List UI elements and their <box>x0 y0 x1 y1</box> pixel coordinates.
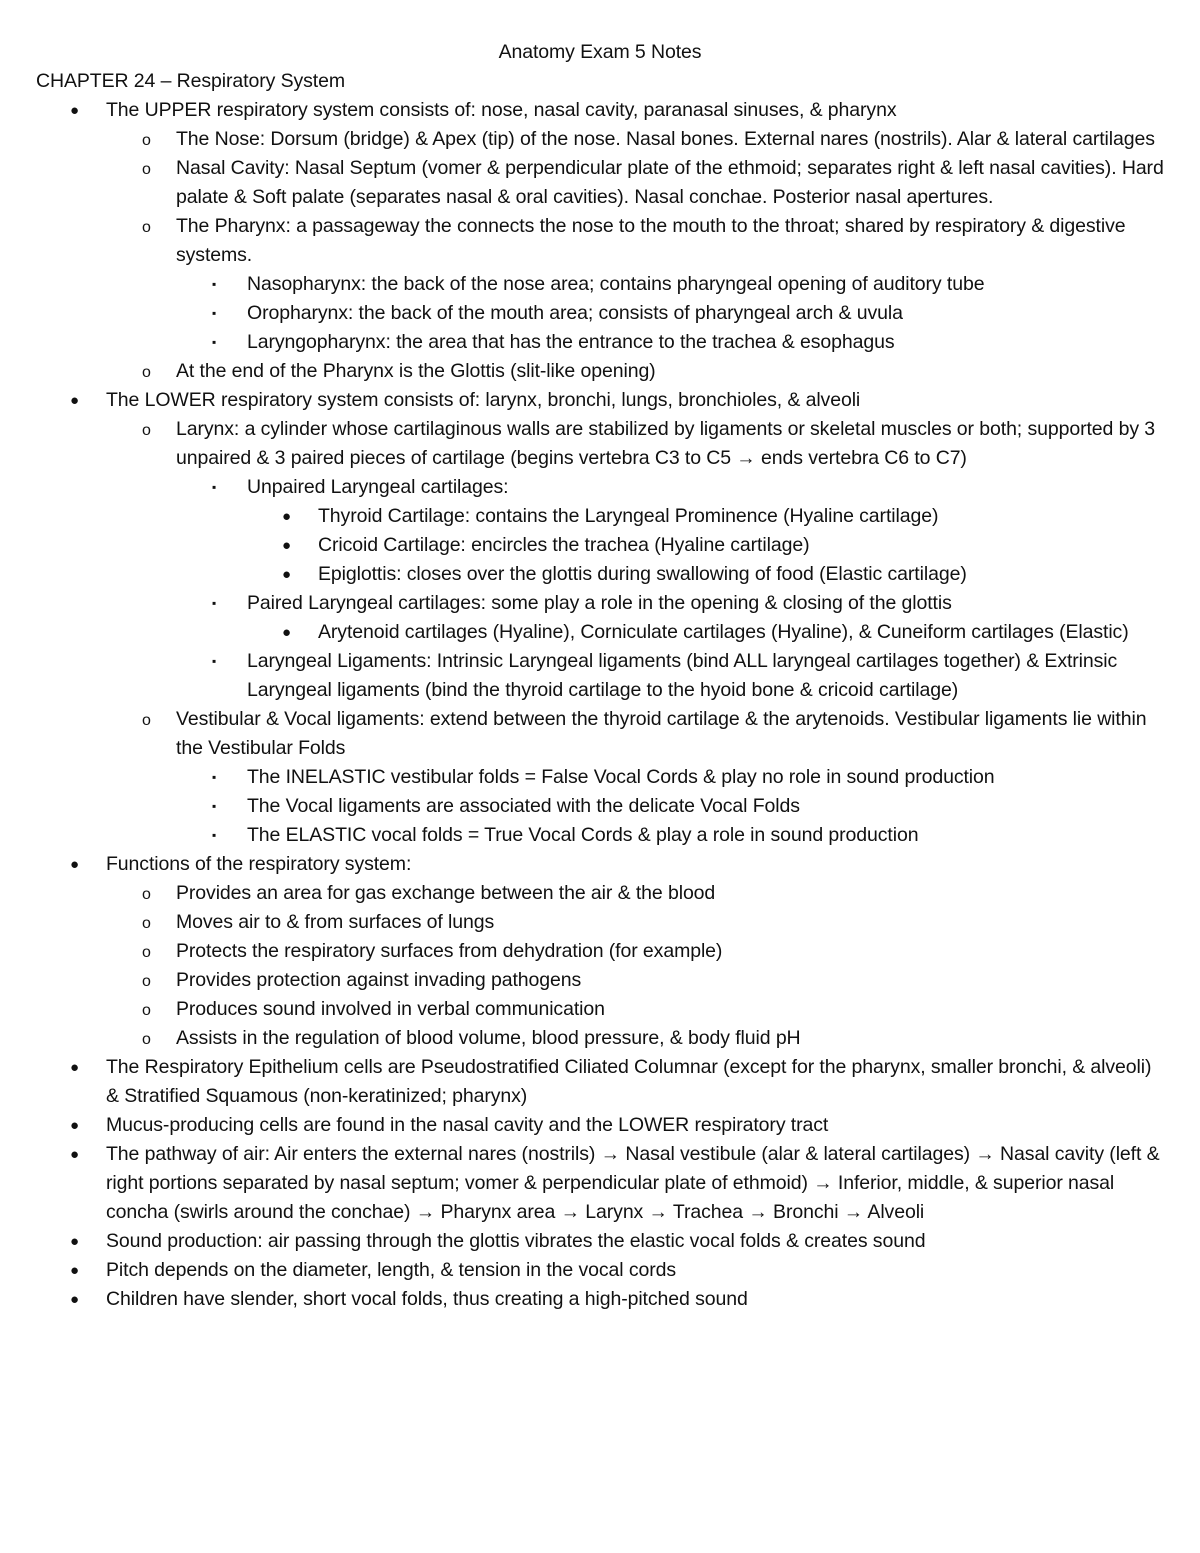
bullet-level-1-icon: ● <box>70 1146 79 1163</box>
list-item-text: Vestibular & Vocal ligaments: extend between the thyroid cartilage & the arytenoids. Vestibular ligaments lie within the Vestibular Folds <box>176 708 1147 759</box>
bullet-level-3-icon: ▪ <box>212 335 217 349</box>
list-item-text: The LOWER respiratory system consists of: larynx, bronchi, lungs, bronchioles, & alveoli <box>106 389 861 411</box>
bullet-level-1-icon: ● <box>70 1117 79 1134</box>
list-item <box>0 357 1200 386</box>
list-item <box>0 879 1200 908</box>
list-item-text: Larynx: a cylinder whose cartilaginous walls are stabilized by ligaments or skeletal muscles or both; supported by 3 unpaired & 3 paired pieces of cartilage (begins vertebra C3 to C5 → ends vertebra C6 to C7) <box>176 418 1156 469</box>
bullet-level-1-icon: ● <box>70 392 79 409</box>
list-item-text: Arytenoid cartilages (Hyaline), Corniculate cartilages (Hyaline), & Cuneiform cartilages (Elastic) <box>318 621 1129 643</box>
list-item-text: Assists in the regulation of blood volume, blood pressure, & body fluid pH <box>176 1027 801 1049</box>
bullet-level-2-icon: o <box>142 161 151 178</box>
list-item <box>0 1111 1200 1140</box>
bullet-level-3-icon: ▪ <box>212 654 217 668</box>
list-item <box>0 995 1200 1024</box>
bullet-level-1-icon: ● <box>70 1291 79 1308</box>
bullet-level-3-icon: ▪ <box>212 277 217 291</box>
list-item <box>0 1285 1200 1314</box>
list-item <box>0 1024 1200 1053</box>
list-item <box>0 386 1200 415</box>
list-item <box>0 589 1200 618</box>
bullet-level-2-icon: o <box>142 1031 151 1048</box>
list-item-text: Paired Laryngeal cartilages: some play a role in the opening & closing of the glottis <box>247 592 952 614</box>
list-item <box>0 792 1200 821</box>
list-item <box>0 966 1200 995</box>
list-item <box>0 473 1200 502</box>
list-item-text: The Nose: Dorsum (bridge) & Apex (tip) of the nose. Nasal bones. External nares (nostrils). Alar & lateral cartilages <box>176 128 1155 150</box>
list-item-text: The Pharynx: a passageway the connects the nose to the mouth to the throat; shared by respiratory & digestive systems. <box>176 215 1126 266</box>
bullet-level-3-icon: ▪ <box>212 306 217 320</box>
list-item <box>0 763 1200 792</box>
chapter-heading: CHAPTER 24 – Respiratory System <box>36 70 345 92</box>
bullet-level-1-icon: ● <box>70 1262 79 1279</box>
list-item-text: Functions of the respiratory system: <box>106 853 412 875</box>
list-item <box>0 850 1200 879</box>
list-item <box>0 1053 1200 1111</box>
list-item-text: Oropharynx: the back of the mouth area; consists of pharyngeal arch & uvula <box>247 302 903 324</box>
bullet-level-3-icon: ▪ <box>212 596 217 610</box>
bullet-level-3-icon: ▪ <box>212 480 217 494</box>
notes-outline <box>0 96 1200 1314</box>
list-item-text: Produces sound involved in verbal communication <box>176 998 605 1020</box>
list-item <box>0 560 1200 589</box>
list-item-text: Sound production: air passing through the glottis vibrates the elastic vocal folds & creates sound <box>106 1230 926 1252</box>
bullet-level-2-icon: o <box>142 944 151 961</box>
bullet-level-2-icon: o <box>142 886 151 903</box>
list-item <box>0 328 1200 357</box>
bullet-level-2-icon: o <box>142 422 151 439</box>
bullet-level-2-icon: o <box>142 364 151 381</box>
list-item-text: Provides protection against invading pathogens <box>176 969 582 991</box>
bullet-level-4-icon: ● <box>282 508 291 525</box>
bullet-level-1-icon: ● <box>70 102 79 119</box>
list-item <box>0 270 1200 299</box>
list-item <box>0 821 1200 850</box>
list-item-text: Epiglottis: closes over the glottis during swallowing of food (Elastic cartilage) <box>318 563 967 585</box>
bullet-level-2-icon: o <box>142 712 151 729</box>
list-item <box>0 502 1200 531</box>
list-item-text: The INELASTIC vestibular folds = False Vocal Cords & play no role in sound production <box>247 766 995 788</box>
list-item-text: Laryngeal Ligaments: Intrinsic Laryngeal ligaments (bind ALL laryngeal cartilages together) & Extrinsic Laryngeal ligaments (bind the thyroid cartilage to the hyoid bone & cricoid cartilage) <box>247 650 1118 701</box>
bullet-level-2-icon: o <box>142 1002 151 1019</box>
list-item <box>0 618 1200 647</box>
bullet-level-1-icon: ● <box>70 1233 79 1250</box>
bullet-level-1-icon: ● <box>70 856 79 873</box>
bullet-level-2-icon: o <box>142 132 151 149</box>
list-item <box>0 647 1200 705</box>
list-item-text: Thyroid Cartilage: contains the Laryngeal Prominence (Hyaline cartilage) <box>318 505 939 527</box>
list-item <box>0 299 1200 328</box>
list-item <box>0 908 1200 937</box>
list-item <box>0 531 1200 560</box>
bullet-level-2-icon: o <box>142 915 151 932</box>
list-item <box>0 212 1200 270</box>
list-item-text: The ELASTIC vocal folds = True Vocal Cords & play a role in sound production <box>247 824 919 846</box>
list-item <box>0 1227 1200 1256</box>
bullet-level-3-icon: ▪ <box>212 770 217 784</box>
bullet-level-3-icon: ▪ <box>212 799 217 813</box>
page-title: Anatomy Exam 5 Notes <box>498 41 702 63</box>
list-item <box>0 154 1200 212</box>
list-item-text: Mucus-producing cells are found in the nasal cavity and the LOWER respiratory tract <box>106 1114 829 1136</box>
list-item-text: Moves air to & from surfaces of lungs <box>176 911 495 933</box>
bullet-level-2-icon: o <box>142 219 151 236</box>
list-item-text: The UPPER respiratory system consists of: nose, nasal cavity, paranasal sinuses, & pharynx <box>106 99 897 121</box>
list-item-text: The pathway of air: Air enters the external nares (nostrils) → Nasal vestibule (alar & lateral cartilages) → Nasal cavity (left & right portions separated by nasal septum; vomer & perpendicular plate of ethmoid) → Inferior, middle, & superior nasal concha (swirls around the conchae) → Pharynx area → Larynx → Trachea → Bronchi → Alveoli <box>106 1143 1160 1223</box>
bullet-level-4-icon: ● <box>282 566 291 583</box>
list-item <box>0 125 1200 154</box>
list-item <box>0 705 1200 763</box>
list-item-text: Nasal Cavity: Nasal Septum (vomer & perpendicular plate of the ethmoid; separates right & left nasal cavities). Hard palate & Soft palate (separates nasal & oral cavities). Nasal conchae. Posterior nasal apertures. <box>176 157 1164 208</box>
bullet-level-2-icon: o <box>142 973 151 990</box>
list-item <box>0 1256 1200 1285</box>
bullet-level-3-icon: ▪ <box>212 828 217 842</box>
list-item-text: Cricoid Cartilage: encircles the trachea (Hyaline cartilage) <box>318 534 810 556</box>
bullet-level-4-icon: ● <box>282 624 291 641</box>
list-item-text: Provides an area for gas exchange between the air & the blood <box>176 882 716 904</box>
list-item-text: At the end of the Pharynx is the Glottis (slit-like opening) <box>176 360 656 382</box>
list-item <box>0 937 1200 966</box>
list-item <box>0 96 1200 125</box>
list-item-text: Nasopharynx: the back of the nose area; contains pharyngeal opening of auditory tube <box>247 273 985 295</box>
list-item-text: Protects the respiratory surfaces from dehydration (for example) <box>176 940 723 962</box>
bullet-level-1-icon: ● <box>70 1059 79 1076</box>
list-item <box>0 415 1200 473</box>
list-item-text: Unpaired Laryngeal cartilages: <box>247 476 509 498</box>
list-item-text: The Respiratory Epithelium cells are Pseudostratified Ciliated Columnar (except for the pharynx, smaller bronchi, & alveoli) & Stratified Squamous (non-keratinized; pharynx) <box>106 1056 1152 1107</box>
list-item-text: Pitch depends on the diameter, length, & tension in the vocal cords <box>106 1259 676 1281</box>
bullet-level-4-icon: ● <box>282 537 291 554</box>
list-item-text: Laryngopharynx: the area that has the entrance to the trachea & esophagus <box>247 331 895 353</box>
list-item-text: Children have slender, short vocal folds, thus creating a high-pitched sound <box>106 1288 748 1310</box>
list-item-text: The Vocal ligaments are associated with the delicate Vocal Folds <box>247 795 800 817</box>
list-item <box>0 1140 1200 1227</box>
